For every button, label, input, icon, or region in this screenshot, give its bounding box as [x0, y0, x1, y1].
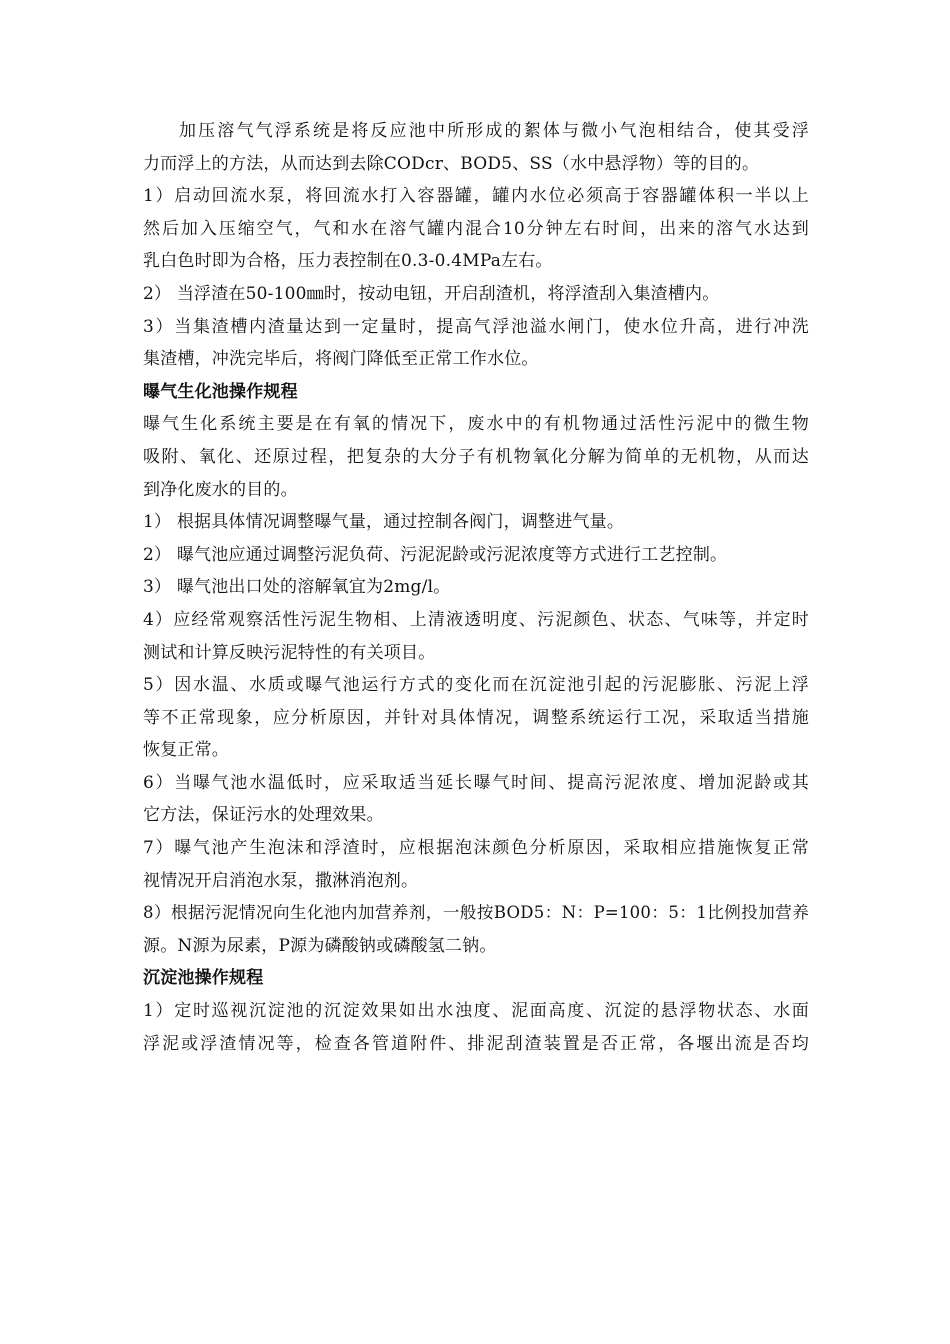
paragraph-line: 吸附、氧化、还原过程，把复杂的大分子有机物氧化分解为简单的无机物，从而达 [143, 446, 809, 467]
paragraph-line: 乳白色时即为合格，压力表控制在0.3-0.4MPa左右。 [143, 251, 553, 272]
paragraph-line: 源。N源为尿素，P源为磷酸钠或磷酸氢二钠。 [143, 935, 497, 956]
paragraph-line: 1） 根据具体情况调整曝气量，通过控制各阀门，调整进气量。 [143, 512, 625, 533]
section-heading-aeration: 曝气生化池操作规程 [143, 381, 298, 402]
paragraph-line: 然后加入压缩空气，气和水在溶气罐内混合10分钟左右时间，出来的溶气水达到 [143, 218, 809, 239]
paragraph-line: 5）因水温、水质或曝气池运行方式的变化而在沉淀池引起的污泥膨胀、污泥上浮 [143, 675, 809, 696]
paragraph-line: 测试和计算反映污泥特性的有关项目。 [143, 642, 436, 663]
paragraph-line: 视情况开启消泡水泵，撒淋消泡剂。 [143, 870, 419, 891]
paragraph-line: 4）应经常观察活性污泥生物相、上清液透明度、污泥颜色、状态、气味等，并定时 [143, 609, 809, 630]
paragraph-line: 3）当集渣槽内渣量达到一定量时，提高气浮池溢水闸门，使水位升高，进行冲洗 [143, 316, 809, 337]
paragraph-line: 2） 曝气池应通过调整污泥负荷、污泥泥龄或污泥浓度等方式进行工艺控制。 [143, 544, 728, 565]
paragraph-line: 曝气生化系统主要是在有氧的情况下，废水中的有机物通过活性污泥中的微生物 [143, 414, 809, 435]
paragraph-line: 3） 曝气池出口处的溶解氧宜为2mg/l。 [143, 577, 451, 598]
document-page [143, 120, 809, 1065]
paragraph-line: 集渣槽，冲洗完毕后，将阀门降低至正常工作水位。 [143, 349, 539, 370]
paragraph-line: 7）曝气池产生泡沫和浮渣时，应根据泡沫颜色分析原因，采取相应措施恢复正常 [143, 838, 809, 859]
paragraph-line: 8）根据污泥情况向生化池内加营养剂，一般按BOD5：N：P=100：5：1比例投加营养 [143, 903, 809, 923]
paragraph-line: 浮泥或浮渣情况等，检查各管道附件、排泥刮渣装置是否正常，各堰出流是否均 [143, 1033, 809, 1054]
paragraph-line: 它方法，保证污水的处理效果。 [143, 805, 384, 826]
paragraph-line: 6）当曝气池水温低时，应采取适当延长曝气时间、提高污泥浓度、增加泥龄或其 [143, 772, 809, 793]
paragraph-line: 1）定时巡视沉淀池的沉淀效果如出水浊度、泥面高度、沉淀的悬浮物状态、水面 [143, 1001, 809, 1022]
paragraph-line: 等不正常现象，应分析原因，并针对具体情况，调整系统运行工况，采取适当措施 [143, 707, 809, 728]
paragraph-line: 2） 当浮渣在50-100㎜时，按动电钮，开启刮渣机，将浮渣刮入集渣槽内。 [143, 283, 720, 304]
paragraph-line: 加压溶气气浮系统是将反应池中所形成的絮体与微小气泡相结合，使其受浮 [179, 121, 809, 141]
paragraph-line: 力而浮上的方法，从而达到去除CODcr、BOD5、SS（水中悬浮物）等的目的。 [143, 153, 760, 174]
paragraph-line: 恢复正常。 [143, 740, 229, 761]
paragraph-line: 到净化废水的目的。 [143, 479, 298, 500]
section-heading-sedimentation: 沉淀池操作规程 [143, 968, 264, 989]
paragraph-line: 1）启动回流水泵，将回流水打入容器罐，罐内水位必须高于容器罐体积一半以上 [143, 186, 809, 207]
